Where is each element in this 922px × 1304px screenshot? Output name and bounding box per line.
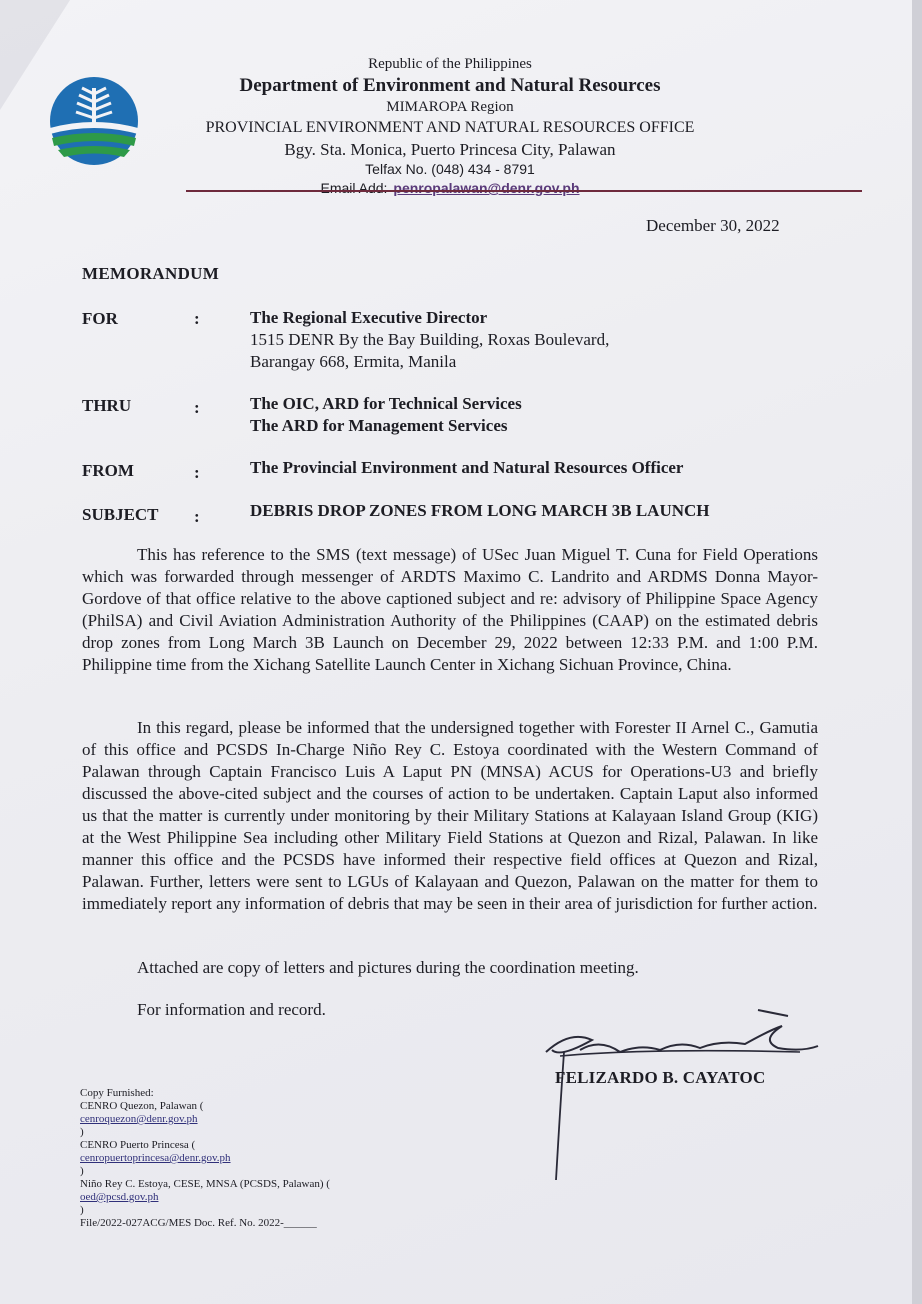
subject-label: SUBJECT <box>82 505 159 524</box>
republic-line: Republic of the Philippines <box>368 56 532 72</box>
denr-logo-icon <box>44 76 144 166</box>
body-paragraph-1: This has reference to the SMS (text message) of USec Juan Miguel T. Cuna for Field Operations which was forwarded through messenger of ARDTS Maximo C. Landrito and ARDMS Donna Mayor-Gordove of that office relative to the above captioned subject and re: advisory of Philippine Space Agency (PhilSA) and Civil Aviation Administration Authority of the Philippines (CAAP) on the estimated debris drop zones from Long March 3B Launch on December 29, 2022 between 12:33 P.M. and 1:00 P.M. Philippine time from the Xichang Satellite Launch Center in Xichang Sichuan Province, China. <box>82 545 818 674</box>
email-label: Email Add: <box>320 180 388 196</box>
subject-value <box>250 500 710 522</box>
from-text: The Provincial Environment and Natural Resources Officer <box>250 458 684 477</box>
office-address: Bgy. Sta. Monica, Puerto Princesa City, Palawan <box>284 140 616 159</box>
thru-line1: The OIC, ARD for Technical Services <box>250 394 522 413</box>
department-name: Department of Environment and Natural Resources <box>239 75 661 96</box>
email-link[interactable]: penropalawan@denr.gov.ph <box>393 180 580 196</box>
letterhead <box>150 55 750 198</box>
thru-label: THRU <box>82 396 132 415</box>
cf-line-2-close: ) <box>80 1165 84 1177</box>
from-colon: : <box>194 463 200 482</box>
cf-line-2-text: CENRO Puerto Princesa ( <box>80 1139 196 1151</box>
thru-value <box>250 393 522 437</box>
from-value <box>250 457 683 479</box>
cf-heading: Copy Furnished: <box>80 1087 154 1099</box>
from-label: FROM <box>82 461 134 480</box>
cf-line-2 <box>80 1139 330 1178</box>
cf-line-3-close: ) <box>80 1204 84 1216</box>
thru-line2: The ARD for Management Services <box>250 416 508 435</box>
for-title: The Regional Executive Director <box>250 308 488 327</box>
cf-file-ref: File/2022-027ACG/MES Doc. Ref. No. 2022-______ <box>80 1217 317 1229</box>
signatory-name: FELIZARDO B. CAYATOC <box>555 1068 766 1087</box>
memo-date: December 30, 2022 <box>646 216 780 235</box>
for-colon: : <box>194 309 200 328</box>
email-line <box>150 179 750 198</box>
cf-line-1-close: ) <box>80 1126 84 1138</box>
for-label: FOR <box>82 309 118 328</box>
memo-title: MEMORANDUM <box>82 264 220 283</box>
cf-line-1-text: CENRO Quezon, Palawan ( <box>80 1100 204 1112</box>
office-name: PROVINCIAL ENVIRONMENT AND NATURAL RESOURCES OFFICE <box>205 119 695 136</box>
attached-note: Attached are copy of letters and pictures during the coordination meeting. <box>137 958 639 977</box>
thru-colon: : <box>194 398 200 417</box>
signature-scribble <box>530 1000 830 1190</box>
cf-line-3-email[interactable]: oed@pcsd.gov.ph <box>80 1191 159 1203</box>
cf-line-1 <box>80 1100 330 1139</box>
page-edge <box>912 0 922 1304</box>
subject-text: DEBRIS DROP ZONES FROM LONG MARCH 3B LAUNCH <box>250 501 710 520</box>
telfax-line: Telfax No. (048) 434 - 8791 <box>365 161 535 177</box>
for-address-line1: 1515 DENR By the Bay Building, Roxas Boulevard, <box>250 330 610 349</box>
region-line: MIMAROPA Region <box>386 99 514 115</box>
for-address-line2: Barangay 668, Ermita, Manila <box>250 352 457 371</box>
cf-line-2-email[interactable]: cenropuertoprincesa@denr.gov.ph <box>80 1152 231 1164</box>
cf-line-1-email[interactable]: cenroquezon@denr.gov.ph <box>80 1113 198 1125</box>
subject-colon: : <box>194 507 200 526</box>
header-rule <box>186 190 862 192</box>
cf-line-3-text: Niño Rey C. Estoya, CESE, MNSA (PCSDS, Palawan) ( <box>80 1178 330 1190</box>
closing-line: For information and record. <box>137 1000 326 1019</box>
for-value <box>250 307 609 373</box>
copy-furnished <box>80 1087 330 1230</box>
body-paragraph-2: In this regard, please be informed that the undersigned together with Forester II Arnel C., Gamutia of this office and PCSDS In-Charge Niño Rey C. Estoya coordinated with the Western Command of Palawan through Captain Francisco Luis A Laput PN (MNSA) ACUS for Operations-U3 and briefly discussed the above-cited subject and the courses of action to be undertaken. Captain Laput also informed us that the matter is currently under monitoring by their Military Stations at Kalayaan Island Group (KIG) at the West Philippine Sea including other Military Field Stations at Quezon and Rizal, Palawan. In like manner this office and the PCSDS have informed their respective field offices at Quezon and Rizal, Palawan. Further, letters were sent to LGUs of Kalayaan and Quezon, Palawan on the matter for them to immediately report any information of debris that may be seen in their area of jurisdiction for further action. <box>82 718 818 913</box>
cf-line-3 <box>80 1178 330 1217</box>
